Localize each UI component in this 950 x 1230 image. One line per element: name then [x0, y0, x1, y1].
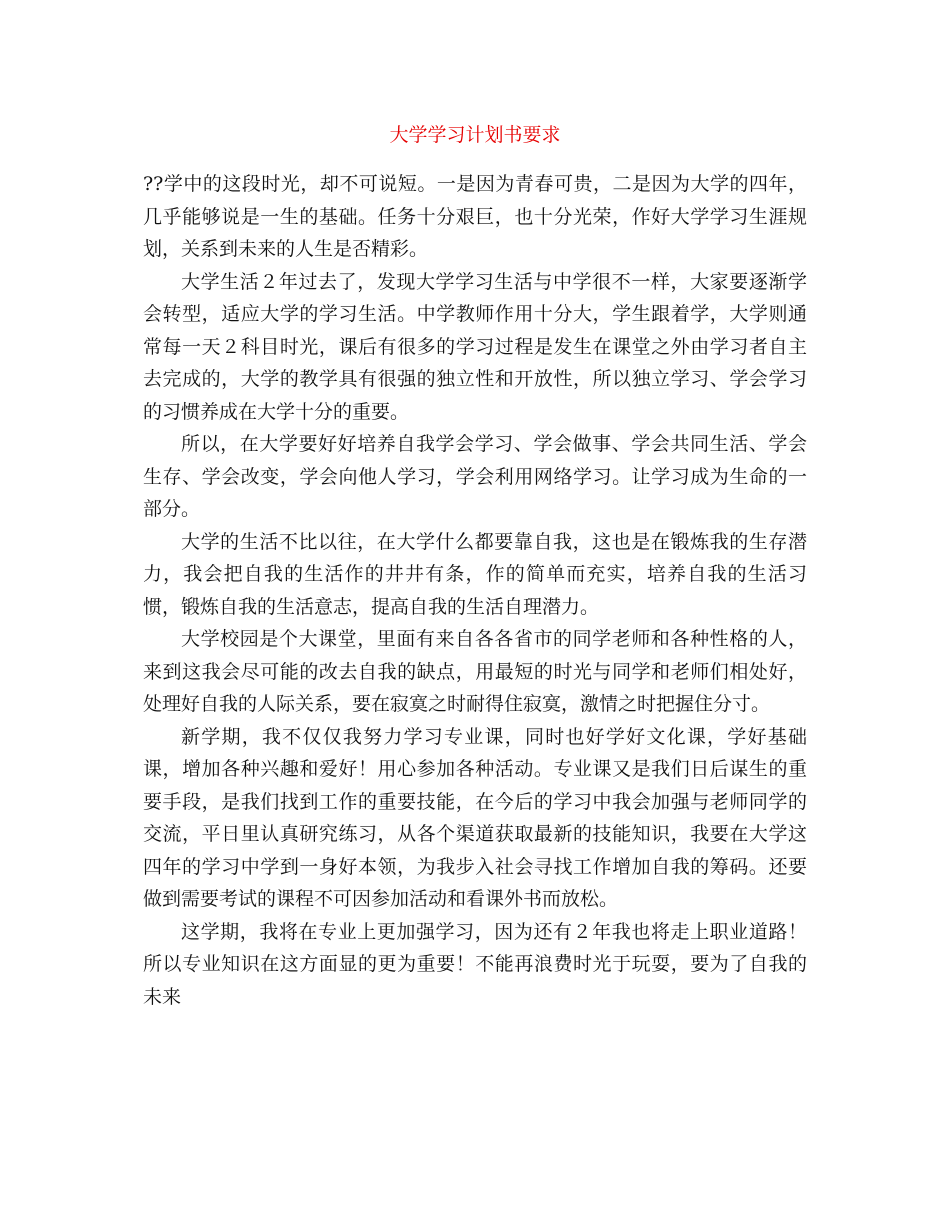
paragraph-1: ??学中的这段时光，却不可说短。一是因为青春可贵，二是因为大学的四年，几乎能够说是一生的基础。任务十分艰巨，也十分光荣，作好大学学习生涯规划，关系到未来的人生是否精彩。 [143, 173, 807, 260]
paragraph-4: 大学的生活不比以往，在大学什么都要靠自我，这也是在锻炼我的生存潜力，我会把自我的生活作的井井有条，作的简单而充实，培养自我的生活习惯，锻炼自我的生活意志，提高自我的生活自理潜力。 [143, 530, 807, 618]
paragraph-6: 新学期，我不仅仅我努力学习专业课，同时也好学好文化课，学好基础课，增加各种兴趣和爱好！用心参加各种活动。专业课又是我们日后谋生的重要手段，是我们找到工作的重要技能，在今后的学习中我会加强与老师同学的交流，平日里认真研究练习，从各个渠道获取最新的技能知识，我要在大学这四年的学习中学到一身好本领，为我步入社会寻找工作增加自我的筹码。还要做到需要考试的课程不可因参加活动和看课外书而放松。 [143, 725, 807, 910]
document-title: 大学学习计划书要求 [389, 124, 561, 146]
paragraph-3: 所以，在大学要好好培养自我学会学习、学会做事、学会共同生活、学会生存、学会改变，学会向他人学习，学会利用网络学习。让学习成为生命的一部分。 [143, 433, 807, 520]
paragraph-5: 大学校园是个大课堂，里面有来自各各省市的同学老师和各种性格的人，来到这我会尽可能的改去自我的缺点，用最短的时光与同学和老师们相处好，处理好自我的人际关系，要在寂寞之时耐得住寂寞，激情之时把握住分寸。 [143, 628, 807, 715]
document-body [143, 168, 807, 1013]
paragraph-7: 这学期，我将在专业上更加强学习，因为还有２年我也将走上职业道路！所以专业知识在这方面显的更为重要！不能再浪费时光于玩耍，要为了自我的未来 [143, 920, 807, 1008]
paragraph-2: 大学生活２年过去了，发现大学学习生活与中学很不一样，大家要逐渐学会转型，适应大学的学习生活。中学教师作用十分大，学生跟着学，大学则通常每一天２科目时光，课后有很多的学习过程是发生在课堂之外由学习者自主去完成的，大学的教学具有很强的独立性和开放性，所以独立学习、学会学习的习惯养成在大学十分的重要。 [143, 270, 807, 423]
